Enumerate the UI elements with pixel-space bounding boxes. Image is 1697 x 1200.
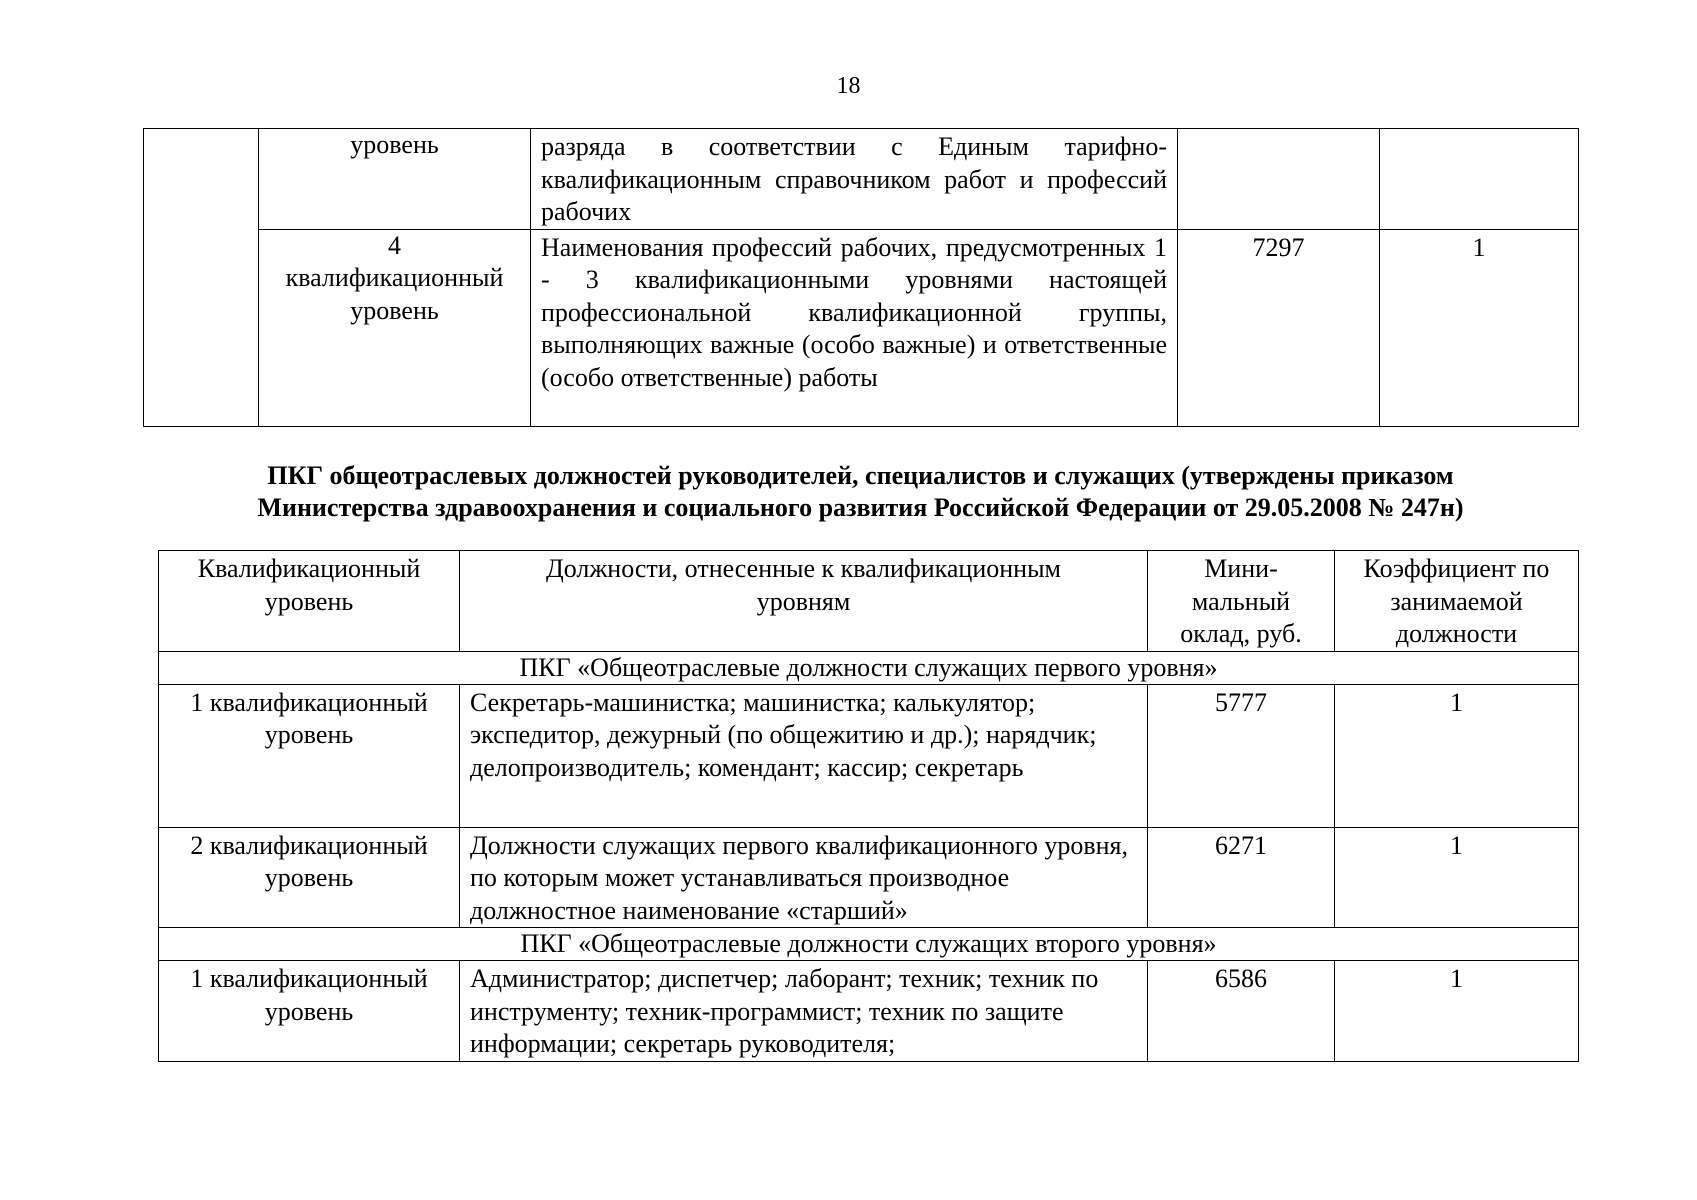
table-row — [144, 129, 1579, 230]
positions-cell: Должности служащих первого квалификационного уровня, по которым может устанавливаться производное должностное наименование «старший» — [460, 827, 1148, 928]
table-header-row — [159, 551, 1579, 652]
positions-cell: Администратор; диспетчер; лаборант; техник; техник по инструменту; техник-программист; техник по защите информации; секретарь руководителя; — [460, 961, 1148, 1062]
description-cell: Наименования профессий рабочих, предусмотренных 1 - 3 квалификационными уровнями настоящей профессиональной квалификационной группы, выполняющих важные (особо важные) и ответственные (особо ответственные) работы — [531, 229, 1178, 426]
level-label: квалификационный — [285, 263, 504, 292]
coefficient-cell: 1 — [1335, 827, 1579, 928]
level-word: уровень — [350, 295, 439, 325]
table-row — [144, 229, 1579, 426]
page-number: 18 — [836, 73, 861, 99]
group-title-row — [159, 651, 1579, 684]
group-title: ПКГ «Общеотраслевые должности служащих первого уровня» — [159, 651, 1579, 684]
salary-cell — [1178, 129, 1380, 230]
merged-group-cell — [144, 129, 259, 427]
level-cell: уровень — [259, 129, 531, 230]
positions-cell: Секретарь-машинистка; машинистка; калькулятор; экспедитор, дежурный (по общежитию и др.); нарядчик; делопроизводитель; комендант; кассир; секретарь — [460, 684, 1148, 827]
workers-qualification-table-continued — [143, 128, 1579, 427]
table-row — [159, 961, 1579, 1062]
level-cell: 1 квалификационный уровень — [159, 684, 460, 827]
salary-cell: 5777 — [1148, 684, 1335, 827]
header-coefficient: Коэффициент по занимаемой должности — [1335, 551, 1579, 652]
salary-cell: 6271 — [1148, 827, 1335, 928]
group-title: ПКГ «Общеотраслевые должности служащих второго уровня» — [159, 928, 1579, 961]
level-number: 4 — [388, 230, 401, 260]
header-level: Квалификационный уровень — [159, 551, 460, 652]
salary-cell: 6586 — [1148, 961, 1335, 1062]
section-heading — [143, 460, 1578, 524]
general-positions-table — [158, 550, 1579, 1062]
table-row — [159, 684, 1579, 827]
header-salary: Мини-мальный оклад, руб. — [1148, 551, 1335, 652]
heading-line-2: Министерства здравоохранения и социального развития Российской Федерации от 29.05.2008 № 247н) — [257, 493, 1464, 522]
description-cell: разряда в соответствии с Единым тарифно-квалификационным справочником работ и профессий рабочих — [531, 129, 1178, 230]
heading-line-1: ПКГ общеотраслевых должностей руководителей, специалистов и служащих (утверждены приказом — [267, 461, 1454, 490]
table-row — [159, 827, 1579, 928]
coefficient-cell: 1 — [1335, 961, 1579, 1062]
coefficient-cell: 1 — [1335, 684, 1579, 827]
coefficient-cell: 1 — [1380, 229, 1579, 426]
level-cell: 1 квалификационный уровень — [159, 961, 460, 1062]
header-positions: Должности, отнесенные к квалификационным уровням — [460, 551, 1148, 652]
salary-cell: 7297 — [1178, 229, 1380, 426]
coefficient-cell — [1380, 129, 1579, 230]
level-cell — [259, 229, 531, 426]
group-title-row — [159, 928, 1579, 961]
level-cell: 2 квалификационный уровень — [159, 827, 460, 928]
